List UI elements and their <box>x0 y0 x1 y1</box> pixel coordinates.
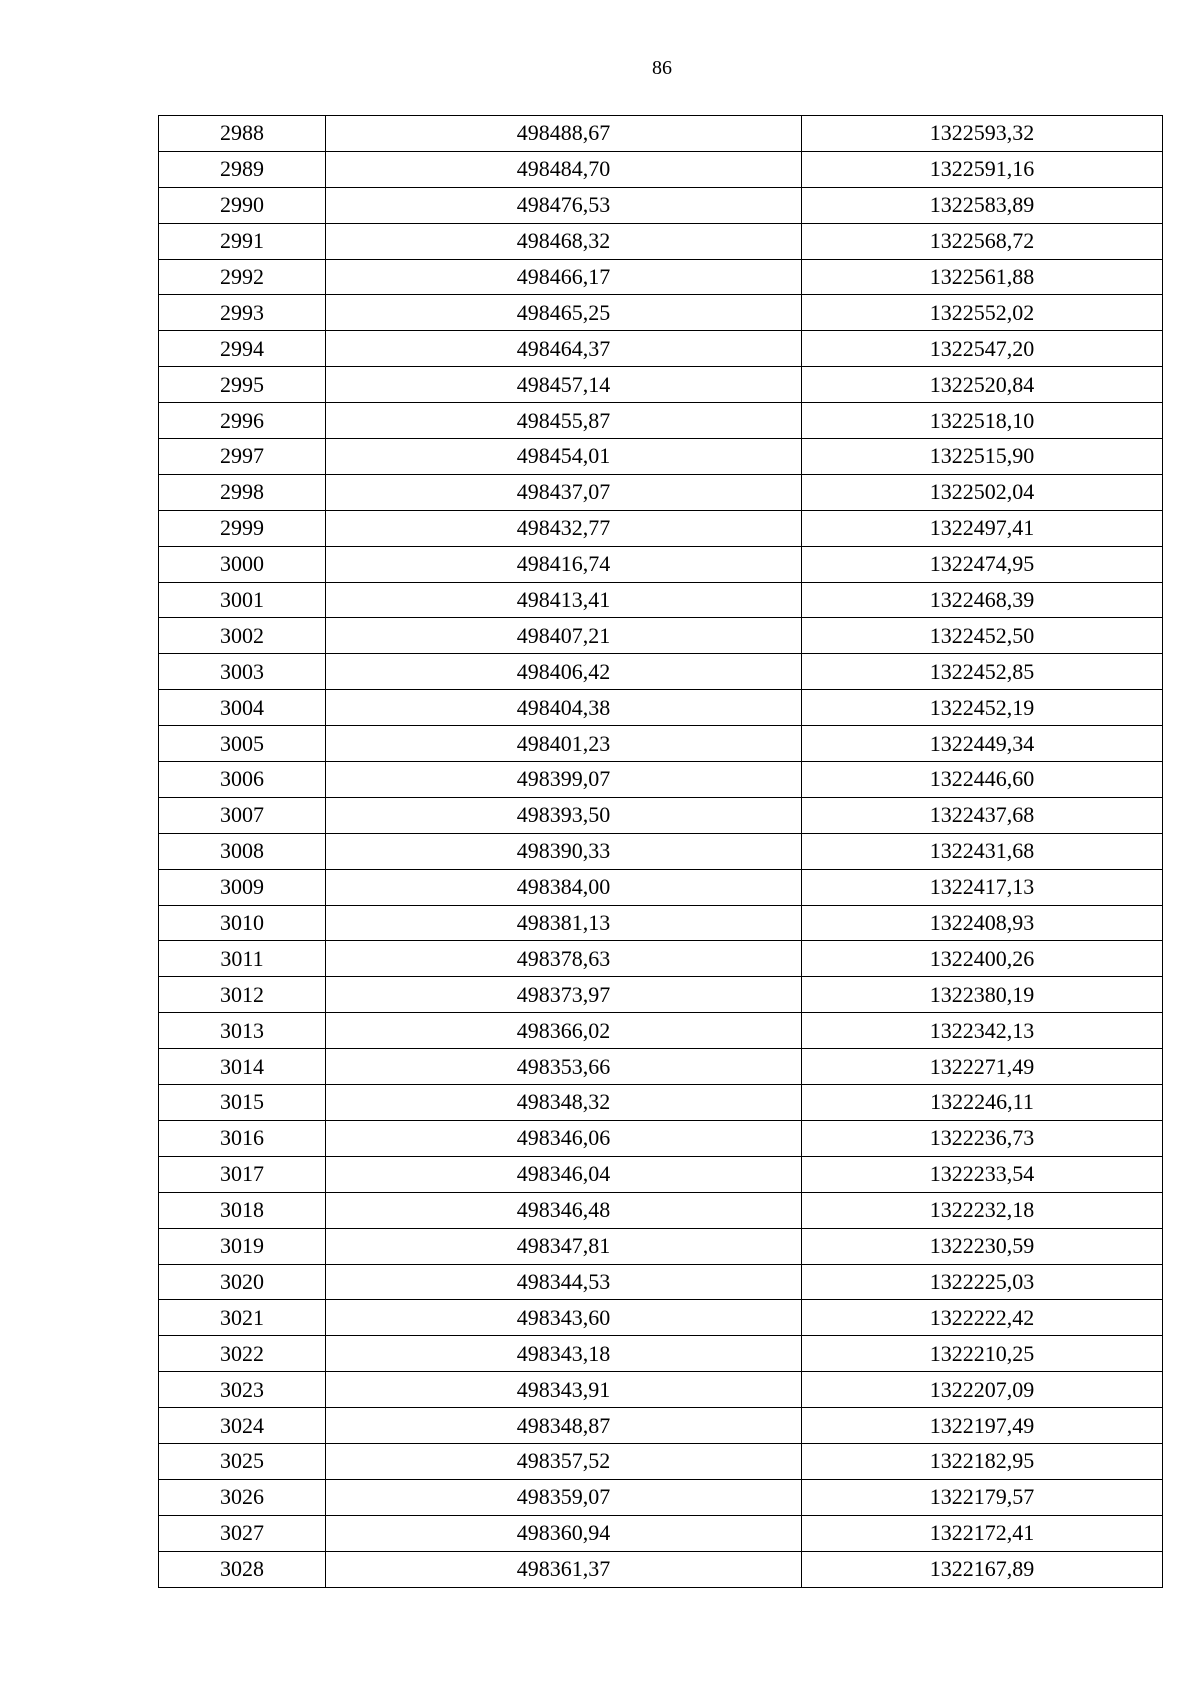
table-row <box>159 1049 1163 1085</box>
table-row <box>159 869 1163 905</box>
x-coordinate-cell: 498378,63 <box>326 941 802 977</box>
table-row <box>159 259 1163 295</box>
point-number-cell: 2988 <box>159 116 326 152</box>
point-number-cell: 3022 <box>159 1336 326 1372</box>
y-coordinate-cell: 1322547,20 <box>802 331 1163 367</box>
point-number-cell: 3001 <box>159 582 326 618</box>
table-row <box>159 941 1163 977</box>
y-coordinate-cell: 1322408,93 <box>802 905 1163 941</box>
table-row <box>159 1551 1163 1587</box>
x-coordinate-cell: 498384,00 <box>326 869 802 905</box>
table-row <box>159 474 1163 510</box>
y-coordinate-cell: 1322446,60 <box>802 762 1163 798</box>
point-number-cell: 2993 <box>159 295 326 331</box>
x-coordinate-cell: 498488,67 <box>326 116 802 152</box>
y-coordinate-cell: 1322197,49 <box>802 1408 1163 1444</box>
x-coordinate-cell: 498348,32 <box>326 1085 802 1121</box>
table-row <box>159 1336 1163 1372</box>
x-coordinate-cell: 498346,48 <box>326 1192 802 1228</box>
point-number-cell: 3023 <box>159 1372 326 1408</box>
table-row <box>159 1013 1163 1049</box>
point-number-cell: 3016 <box>159 1120 326 1156</box>
point-number-cell: 3019 <box>159 1228 326 1264</box>
table-row <box>159 1120 1163 1156</box>
y-coordinate-cell: 1322518,10 <box>802 403 1163 439</box>
y-coordinate-cell: 1322520,84 <box>802 367 1163 403</box>
x-coordinate-cell: 498454,01 <box>326 439 802 475</box>
y-coordinate-cell: 1322179,57 <box>802 1479 1163 1515</box>
point-number-cell: 2995 <box>159 367 326 403</box>
table-row <box>159 439 1163 475</box>
x-coordinate-cell: 498343,91 <box>326 1372 802 1408</box>
point-number-cell: 3010 <box>159 905 326 941</box>
y-coordinate-cell: 1322236,73 <box>802 1120 1163 1156</box>
x-coordinate-cell: 498348,87 <box>326 1408 802 1444</box>
point-number-cell: 3020 <box>159 1264 326 1300</box>
point-number-cell: 3028 <box>159 1551 326 1587</box>
y-coordinate-cell: 1322233,54 <box>802 1156 1163 1192</box>
table-row <box>159 1443 1163 1479</box>
x-coordinate-cell: 498401,23 <box>326 726 802 762</box>
x-coordinate-cell: 498457,14 <box>326 367 802 403</box>
y-coordinate-cell: 1322502,04 <box>802 474 1163 510</box>
table-row <box>159 1408 1163 1444</box>
page-number: 86 <box>652 57 672 79</box>
x-coordinate-cell: 498373,97 <box>326 977 802 1013</box>
x-coordinate-cell: 498468,32 <box>326 223 802 259</box>
point-number-cell: 3009 <box>159 869 326 905</box>
table-row <box>159 403 1163 439</box>
y-coordinate-cell: 1322207,09 <box>802 1372 1163 1408</box>
point-number-cell: 3012 <box>159 977 326 1013</box>
x-coordinate-cell: 498416,74 <box>326 546 802 582</box>
x-coordinate-cell: 498357,52 <box>326 1443 802 1479</box>
x-coordinate-cell: 498465,25 <box>326 295 802 331</box>
point-number-cell: 2990 <box>159 187 326 223</box>
x-coordinate-cell: 498406,42 <box>326 654 802 690</box>
table-row <box>159 1372 1163 1408</box>
y-coordinate-cell: 1322515,90 <box>802 439 1163 475</box>
point-number-cell: 3018 <box>159 1192 326 1228</box>
x-coordinate-cell: 498353,66 <box>326 1049 802 1085</box>
table-row <box>159 1156 1163 1192</box>
table-row <box>159 1515 1163 1551</box>
y-coordinate-cell: 1322182,95 <box>802 1443 1163 1479</box>
x-coordinate-cell: 498347,81 <box>326 1228 802 1264</box>
point-number-cell: 2991 <box>159 223 326 259</box>
x-coordinate-cell: 498393,50 <box>326 797 802 833</box>
x-coordinate-cell: 498361,37 <box>326 1551 802 1587</box>
x-coordinate-cell: 498343,18 <box>326 1336 802 1372</box>
point-number-cell: 3024 <box>159 1408 326 1444</box>
y-coordinate-cell: 1322222,42 <box>802 1300 1163 1336</box>
x-coordinate-cell: 498359,07 <box>326 1479 802 1515</box>
table-row <box>159 546 1163 582</box>
x-coordinate-cell: 498413,41 <box>326 582 802 618</box>
y-coordinate-cell: 1322474,95 <box>802 546 1163 582</box>
point-number-cell: 3026 <box>159 1479 326 1515</box>
point-number-cell: 3002 <box>159 618 326 654</box>
table-row <box>159 367 1163 403</box>
x-coordinate-cell: 498404,38 <box>326 690 802 726</box>
y-coordinate-cell: 1322400,26 <box>802 941 1163 977</box>
y-coordinate-cell: 1322452,50 <box>802 618 1163 654</box>
table-row <box>159 1264 1163 1300</box>
y-coordinate-cell: 1322230,59 <box>802 1228 1163 1264</box>
x-coordinate-cell: 498366,02 <box>326 1013 802 1049</box>
x-coordinate-cell: 498390,33 <box>326 833 802 869</box>
y-coordinate-cell: 1322172,41 <box>802 1515 1163 1551</box>
point-number-cell: 2992 <box>159 259 326 295</box>
table-row <box>159 582 1163 618</box>
y-coordinate-cell: 1322246,11 <box>802 1085 1163 1121</box>
table-row <box>159 762 1163 798</box>
table-row <box>159 797 1163 833</box>
y-coordinate-cell: 1322452,19 <box>802 690 1163 726</box>
point-number-cell: 3013 <box>159 1013 326 1049</box>
point-number-cell: 3011 <box>159 941 326 977</box>
coordinates-table <box>158 115 1163 1588</box>
x-coordinate-cell: 498346,04 <box>326 1156 802 1192</box>
x-coordinate-cell: 498432,77 <box>326 510 802 546</box>
table-row <box>159 1228 1163 1264</box>
point-number-cell: 2999 <box>159 510 326 546</box>
x-coordinate-cell: 498464,37 <box>326 331 802 367</box>
point-number-cell: 3015 <box>159 1085 326 1121</box>
y-coordinate-cell: 1322342,13 <box>802 1013 1163 1049</box>
table-row <box>159 833 1163 869</box>
y-coordinate-cell: 1322449,34 <box>802 726 1163 762</box>
y-coordinate-cell: 1322468,39 <box>802 582 1163 618</box>
x-coordinate-cell: 498346,06 <box>326 1120 802 1156</box>
table-row <box>159 1192 1163 1228</box>
point-number-cell: 2996 <box>159 403 326 439</box>
y-coordinate-cell: 1322437,68 <box>802 797 1163 833</box>
y-coordinate-cell: 1322591,16 <box>802 151 1163 187</box>
x-coordinate-cell: 498407,21 <box>326 618 802 654</box>
point-number-cell: 3005 <box>159 726 326 762</box>
x-coordinate-cell: 498360,94 <box>326 1515 802 1551</box>
table-row <box>159 295 1163 331</box>
table-row <box>159 618 1163 654</box>
table-row <box>159 1479 1163 1515</box>
y-coordinate-cell: 1322210,25 <box>802 1336 1163 1372</box>
table-row <box>159 116 1163 152</box>
y-coordinate-cell: 1322568,72 <box>802 223 1163 259</box>
x-coordinate-cell: 498484,70 <box>326 151 802 187</box>
y-coordinate-cell: 1322271,49 <box>802 1049 1163 1085</box>
table-row <box>159 1085 1163 1121</box>
y-coordinate-cell: 1322593,32 <box>802 116 1163 152</box>
table-row <box>159 726 1163 762</box>
y-coordinate-cell: 1322225,03 <box>802 1264 1163 1300</box>
point-number-cell: 2997 <box>159 439 326 475</box>
point-number-cell: 3004 <box>159 690 326 726</box>
point-number-cell: 2994 <box>159 331 326 367</box>
table-row <box>159 654 1163 690</box>
table-row <box>159 905 1163 941</box>
point-number-cell: 3025 <box>159 1443 326 1479</box>
x-coordinate-cell: 498455,87 <box>326 403 802 439</box>
point-number-cell: 3014 <box>159 1049 326 1085</box>
table-row <box>159 1300 1163 1336</box>
point-number-cell: 2998 <box>159 474 326 510</box>
point-number-cell: 3017 <box>159 1156 326 1192</box>
coordinates-table-body <box>159 116 1163 1588</box>
point-number-cell: 3006 <box>159 762 326 798</box>
point-number-cell: 3008 <box>159 833 326 869</box>
point-number-cell: 3000 <box>159 546 326 582</box>
y-coordinate-cell: 1322232,18 <box>802 1192 1163 1228</box>
y-coordinate-cell: 1322497,41 <box>802 510 1163 546</box>
x-coordinate-cell: 498399,07 <box>326 762 802 798</box>
table-row <box>159 151 1163 187</box>
table-row <box>159 187 1163 223</box>
y-coordinate-cell: 1322417,13 <box>802 869 1163 905</box>
point-number-cell: 3003 <box>159 654 326 690</box>
point-number-cell: 2989 <box>159 151 326 187</box>
y-coordinate-cell: 1322583,89 <box>802 187 1163 223</box>
table-row <box>159 510 1163 546</box>
x-coordinate-cell: 498343,60 <box>326 1300 802 1336</box>
x-coordinate-cell: 498381,13 <box>326 905 802 941</box>
y-coordinate-cell: 1322552,02 <box>802 295 1163 331</box>
point-number-cell: 3027 <box>159 1515 326 1551</box>
x-coordinate-cell: 498437,07 <box>326 474 802 510</box>
point-number-cell: 3021 <box>159 1300 326 1336</box>
table-row <box>159 223 1163 259</box>
point-number-cell: 3007 <box>159 797 326 833</box>
table-row <box>159 690 1163 726</box>
x-coordinate-cell: 498476,53 <box>326 187 802 223</box>
x-coordinate-cell: 498344,53 <box>326 1264 802 1300</box>
y-coordinate-cell: 1322167,89 <box>802 1551 1163 1587</box>
table-row <box>159 977 1163 1013</box>
y-coordinate-cell: 1322452,85 <box>802 654 1163 690</box>
y-coordinate-cell: 1322561,88 <box>802 259 1163 295</box>
y-coordinate-cell: 1322380,19 <box>802 977 1163 1013</box>
table-row <box>159 331 1163 367</box>
y-coordinate-cell: 1322431,68 <box>802 833 1163 869</box>
x-coordinate-cell: 498466,17 <box>326 259 802 295</box>
